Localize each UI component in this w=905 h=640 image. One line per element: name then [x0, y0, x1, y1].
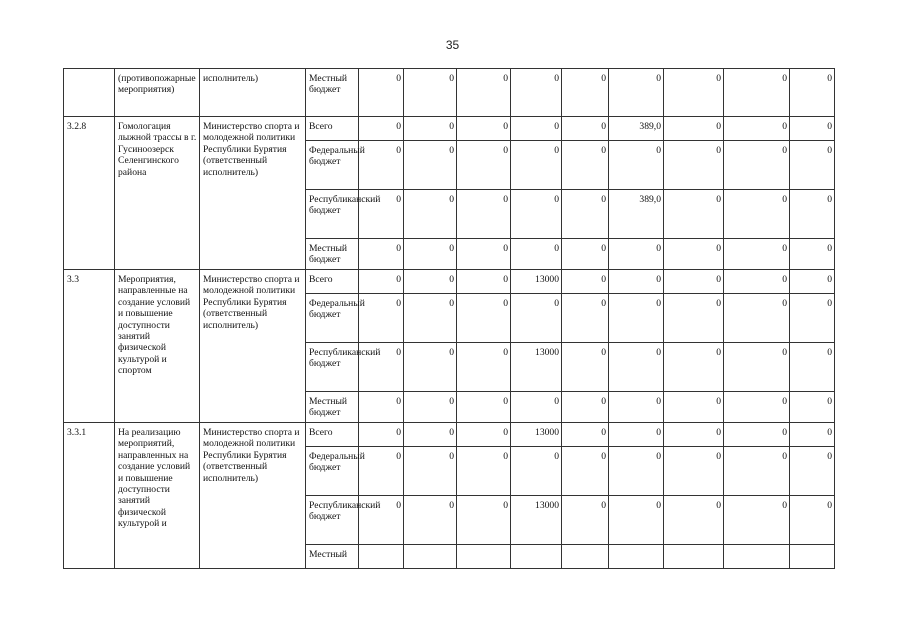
- amount-cell: 0: [609, 392, 664, 423]
- amount-cell: 0: [457, 239, 511, 270]
- amount-cell: 0: [609, 496, 664, 545]
- amount-cell: [359, 545, 404, 569]
- amount-cell: 0: [664, 496, 724, 545]
- amount-cell: 13000: [511, 343, 562, 392]
- funding-source: Федеральный бюджет: [306, 447, 359, 496]
- amount-cell: 0: [609, 423, 664, 447]
- amount-cell: 0: [457, 447, 511, 496]
- item-executor: Министерство спорта и молодежной политики Республики Бурятия (ответственный исполнитель): [200, 270, 306, 423]
- amount-cell: 0: [457, 294, 511, 343]
- amount-cell: 0: [359, 447, 404, 496]
- amount-cell: 0: [790, 392, 835, 423]
- amount-cell: 0: [562, 239, 609, 270]
- amount-cell: 0: [790, 294, 835, 343]
- amount-cell: [790, 545, 835, 569]
- amount-cell: 0: [404, 117, 457, 141]
- amount-cell: 0: [790, 496, 835, 545]
- amount-cell: 0: [457, 496, 511, 545]
- item-code: 3.2.8: [64, 117, 115, 270]
- amount-cell: 0: [457, 392, 511, 423]
- funding-source: Местный бюджет: [306, 239, 359, 270]
- amount-cell: 0: [404, 141, 457, 190]
- amount-cell: 0: [359, 496, 404, 545]
- amount-cell: 0: [359, 392, 404, 423]
- amount-cell: 0: [359, 423, 404, 447]
- amount-cell: 0: [609, 447, 664, 496]
- funding-source: Федеральный бюджет: [306, 294, 359, 343]
- amount-cell: 0: [562, 69, 609, 117]
- amount-cell: 0: [457, 190, 511, 239]
- amount-cell: 0: [562, 270, 609, 294]
- item-name: На реализацию мероприятий, направленных на создание условий и повышение доступности занятий физической культурой и: [115, 423, 200, 569]
- amount-cell: 0: [790, 141, 835, 190]
- amount-cell: 0: [724, 141, 790, 190]
- funding-source: Федеральный бюджет: [306, 141, 359, 190]
- funding-source: Республиканский бюджет: [306, 343, 359, 392]
- amount-cell: 0: [562, 496, 609, 545]
- amount-cell: 389,0: [609, 190, 664, 239]
- amount-cell: 0: [404, 423, 457, 447]
- funding-source: Местный бюджет: [306, 392, 359, 423]
- amount-cell: 0: [359, 190, 404, 239]
- amount-cell: 0: [359, 270, 404, 294]
- amount-cell: 0: [457, 69, 511, 117]
- amount-cell: 0: [404, 392, 457, 423]
- amount-cell: 0: [664, 423, 724, 447]
- amount-cell: 0: [457, 423, 511, 447]
- amount-cell: 0: [511, 117, 562, 141]
- item-name: (противопожарные мероприятия): [115, 69, 200, 117]
- amount-cell: 0: [457, 270, 511, 294]
- amount-cell: 0: [359, 239, 404, 270]
- amount-cell: 0: [724, 270, 790, 294]
- amount-cell: 0: [609, 239, 664, 270]
- funding-source: Всего: [306, 117, 359, 141]
- amount-cell: 0: [724, 392, 790, 423]
- funding-source: Местный бюджет: [306, 69, 359, 117]
- amount-cell: 0: [511, 69, 562, 117]
- amount-cell: 0: [404, 294, 457, 343]
- amount-cell: [664, 545, 724, 569]
- item-executor: Министерство спорта и молодежной политики Республики Бурятия (ответственный исполнитель): [200, 117, 306, 270]
- amount-cell: 0: [511, 447, 562, 496]
- item-code: 3.3: [64, 270, 115, 423]
- funding-source: Республиканский бюджет: [306, 496, 359, 545]
- amount-cell: 0: [724, 447, 790, 496]
- amount-cell: 0: [359, 294, 404, 343]
- funding-source: Всего: [306, 423, 359, 447]
- amount-cell: 0: [790, 447, 835, 496]
- amount-cell: 0: [724, 294, 790, 343]
- amount-cell: 0: [404, 270, 457, 294]
- amount-cell: 0: [359, 141, 404, 190]
- amount-cell: [457, 545, 511, 569]
- amount-cell: [562, 545, 609, 569]
- table-row: [64, 117, 835, 141]
- funding-source: Местный: [306, 545, 359, 569]
- amount-cell: 0: [404, 496, 457, 545]
- amount-cell: 0: [457, 343, 511, 392]
- amount-cell: 0: [664, 117, 724, 141]
- amount-cell: 0: [404, 69, 457, 117]
- amount-cell: [724, 545, 790, 569]
- amount-cell: 0: [790, 239, 835, 270]
- item-executor: Министерство спорта и молодежной политики Республики Бурятия (ответственный исполнитель): [200, 423, 306, 569]
- amount-cell: 0: [790, 69, 835, 117]
- amount-cell: 0: [790, 190, 835, 239]
- amount-cell: 0: [404, 343, 457, 392]
- amount-cell: 0: [724, 117, 790, 141]
- amount-cell: 0: [724, 343, 790, 392]
- amount-cell: 0: [562, 447, 609, 496]
- funding-source: Всего: [306, 270, 359, 294]
- amount-cell: 0: [664, 447, 724, 496]
- amount-cell: 0: [562, 294, 609, 343]
- table-row: [64, 270, 835, 294]
- amount-cell: 0: [664, 141, 724, 190]
- amount-cell: 0: [790, 270, 835, 294]
- item-name: Гомологация лыжной трассы в г. Гусиноозерск Селенгинского района: [115, 117, 200, 270]
- table-row: [64, 423, 835, 447]
- amount-cell: 13000: [511, 270, 562, 294]
- amount-cell: 0: [511, 141, 562, 190]
- amount-cell: 0: [609, 141, 664, 190]
- page-number: 35: [445, 38, 460, 52]
- amount-cell: 0: [724, 190, 790, 239]
- amount-cell: 0: [562, 392, 609, 423]
- amount-cell: 0: [724, 423, 790, 447]
- amount-cell: 0: [511, 190, 562, 239]
- amount-cell: 0: [562, 117, 609, 141]
- amount-cell: 13000: [511, 496, 562, 545]
- item-executor: исполнитель): [200, 69, 306, 117]
- amount-cell: 0: [359, 117, 404, 141]
- item-code: [64, 69, 115, 117]
- amount-cell: [404, 545, 457, 569]
- amount-cell: 0: [724, 496, 790, 545]
- amount-cell: 0: [664, 270, 724, 294]
- amount-cell: 0: [457, 141, 511, 190]
- amount-cell: [609, 545, 664, 569]
- table-row: [64, 69, 835, 117]
- item-name: Мероприятия, направленные на создание условий и повышение доступности занятий физической культурой и спортом: [115, 270, 200, 423]
- amount-cell: 0: [790, 117, 835, 141]
- amount-cell: 0: [511, 239, 562, 270]
- amount-cell: 0: [359, 343, 404, 392]
- amount-cell: 0: [664, 343, 724, 392]
- amount-cell: 0: [664, 69, 724, 117]
- amount-cell: 0: [609, 343, 664, 392]
- amount-cell: 0: [664, 190, 724, 239]
- amount-cell: 0: [511, 294, 562, 343]
- budget-table: [63, 68, 835, 569]
- amount-cell: 0: [562, 190, 609, 239]
- amount-cell: 389,0: [609, 117, 664, 141]
- amount-cell: 0: [609, 270, 664, 294]
- amount-cell: 0: [609, 294, 664, 343]
- amount-cell: 0: [664, 239, 724, 270]
- amount-cell: 0: [404, 190, 457, 239]
- amount-cell: 0: [790, 343, 835, 392]
- amount-cell: 0: [404, 447, 457, 496]
- amount-cell: 0: [790, 423, 835, 447]
- amount-cell: 0: [724, 69, 790, 117]
- amount-cell: 0: [457, 117, 511, 141]
- amount-cell: 13000: [511, 423, 562, 447]
- amount-cell: 0: [562, 141, 609, 190]
- amount-cell: 0: [724, 239, 790, 270]
- amount-cell: 0: [562, 423, 609, 447]
- amount-cell: [511, 545, 562, 569]
- amount-cell: 0: [511, 392, 562, 423]
- funding-source: Республиканский бюджет: [306, 190, 359, 239]
- amount-cell: 0: [664, 294, 724, 343]
- amount-cell: 0: [359, 69, 404, 117]
- amount-cell: 0: [562, 343, 609, 392]
- item-code: 3.3.1: [64, 423, 115, 569]
- amount-cell: 0: [609, 69, 664, 117]
- amount-cell: 0: [664, 392, 724, 423]
- amount-cell: 0: [404, 239, 457, 270]
